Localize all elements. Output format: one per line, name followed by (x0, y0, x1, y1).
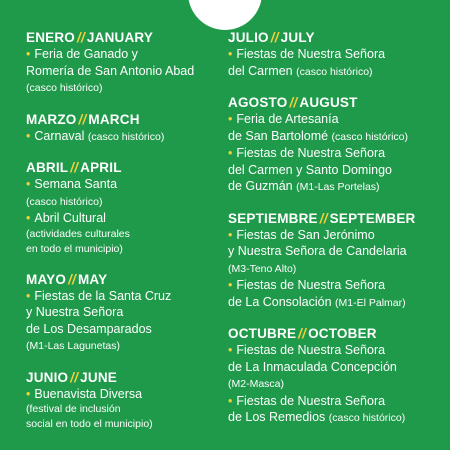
month-name-es: SEPTIEMBRE (228, 210, 318, 226)
month-name-en: AUGUST (299, 95, 358, 110)
event-line: Semana Santa (34, 177, 118, 191)
left-column (26, 30, 226, 447)
month-title (228, 326, 450, 342)
event-line: de Los Remedios (228, 410, 326, 424)
month-marzo (26, 112, 226, 146)
separator: // (77, 30, 85, 45)
month-title (26, 272, 226, 288)
event-item (26, 210, 226, 257)
event-item (228, 46, 450, 80)
bullet-icon: • (228, 393, 233, 408)
month-name-en: SEPTEMBER (329, 210, 416, 226)
event-line: Fiestas de Nuestra Señora (236, 393, 386, 408)
event-note: (casco histórico) (87, 130, 165, 143)
separator: // (68, 271, 76, 287)
event-note: (M1-Las Portelas) (296, 181, 380, 193)
right-column (228, 30, 450, 442)
event-line: de Guzmán (228, 179, 293, 193)
event-line: Carnaval (34, 128, 85, 143)
month-name-es: ABRIL (26, 160, 69, 175)
bullet-icon: • (26, 211, 31, 225)
event-line: de Los Desamparados (26, 321, 152, 336)
month-title (26, 30, 226, 46)
month-name-es: OCTUBRE (228, 326, 297, 341)
top-decoration-shape (188, 0, 262, 30)
bullet-icon: • (228, 227, 233, 242)
bullet-icon: • (26, 386, 31, 401)
event-item (26, 288, 226, 355)
event-item (228, 227, 450, 278)
event-item (228, 342, 450, 393)
month-junio (26, 370, 226, 433)
event-note: (casco histórico) (331, 130, 408, 143)
month-name-en: MAY (77, 271, 108, 287)
month-abril (26, 160, 226, 257)
month-name-en: JUNE (80, 369, 117, 385)
separator: // (319, 210, 328, 226)
month-title (228, 211, 450, 227)
event-note: social en todo el municipio) (26, 418, 153, 430)
event-line: Fiestas de Nuestra Señora (236, 278, 386, 292)
month-octubre (228, 326, 450, 427)
event-note: (M1-Las Lagunetas) (26, 340, 120, 352)
event-note: (festival de inclusión (26, 403, 121, 415)
month-septiembre (228, 211, 450, 312)
separator: // (298, 326, 307, 341)
separator: // (70, 160, 79, 175)
event-line: del Carmen (228, 63, 293, 78)
month-name-es: MARZO (26, 111, 77, 127)
month-name-es: JUNIO (26, 369, 69, 385)
event-note: (casco histórico) (296, 65, 373, 78)
separator: // (78, 111, 87, 127)
event-line: Fiestas de Nuestra Señora (236, 146, 386, 160)
month-name-es: MAYO (26, 271, 67, 287)
event-item (228, 111, 450, 145)
month-julio (228, 30, 450, 80)
month-name-es: ENERO (26, 30, 76, 45)
month-name-es: AGOSTO (228, 95, 288, 110)
event-item (228, 277, 450, 311)
event-line: del Carmen y Santo Domingo (228, 162, 392, 177)
event-item (26, 176, 226, 210)
event-line: de San Bartolomé (228, 128, 329, 143)
month-title (26, 112, 226, 128)
event-item (26, 46, 226, 97)
event-note: (casco histórico) (26, 195, 103, 208)
month-title (26, 160, 226, 176)
event-note: (casco histórico) (26, 82, 103, 94)
bullet-icon: • (228, 47, 233, 61)
separator: // (270, 30, 279, 45)
month-name-en: MARCH (88, 111, 140, 127)
event-line: y Nuestra Señora de Candelaria (228, 244, 407, 258)
event-line: Fiestas de Nuestra Señora (236, 47, 386, 61)
event-line: Fiestas de San Jerónimo (236, 227, 375, 242)
bullet-icon: • (228, 343, 233, 357)
month-name-en: APRIL (80, 160, 122, 175)
event-line: Feria de Artesanía (236, 112, 339, 126)
month-name-es: JULIO (228, 30, 269, 45)
month-mayo (26, 272, 226, 355)
month-name-en: JANUARY (86, 30, 154, 45)
bullet-icon: • (228, 112, 233, 126)
month-agosto (228, 95, 450, 196)
event-line: Buenavista Diversa (34, 386, 143, 401)
month-title (228, 30, 450, 46)
separator: // (70, 369, 79, 385)
month-enero (26, 30, 226, 97)
event-note: (M1-El Palmar) (335, 296, 406, 309)
month-name-en: JULY (280, 30, 315, 45)
bullet-icon: • (26, 47, 31, 61)
event-item (228, 145, 450, 196)
month-title (228, 95, 450, 111)
event-note: (M2-Masca) (228, 378, 285, 390)
event-note: (casco histórico) (328, 412, 406, 424)
bullet-icon: • (26, 177, 31, 191)
event-line: Fiestas de la Santa Cruz (34, 288, 172, 303)
month-name-en: OCTOBER (308, 326, 377, 341)
event-note: (M3-Teno Alto) (228, 262, 297, 275)
bullet-icon: • (26, 288, 31, 303)
separator: // (289, 95, 298, 110)
bullet-icon: • (228, 278, 233, 292)
event-line: Romería de San Antonio Abad (26, 63, 195, 78)
event-item (26, 128, 226, 146)
event-note: (actividades culturales (26, 227, 130, 240)
event-line: y Nuestra Señora (26, 305, 124, 319)
event-item (228, 393, 450, 427)
event-line: Feria de Ganado y (34, 47, 138, 61)
event-line: Fiestas de Nuestra Señora (236, 343, 386, 357)
event-line: Abril Cultural (34, 211, 106, 225)
event-line: de La Consolación (228, 294, 332, 309)
month-title (26, 370, 226, 386)
bullet-icon: • (26, 128, 31, 143)
bullet-icon: • (228, 146, 233, 160)
event-line: de La Inmaculada Concepción (228, 359, 397, 374)
event-note: en todo el municipio) (26, 242, 123, 255)
event-item (26, 386, 226, 433)
